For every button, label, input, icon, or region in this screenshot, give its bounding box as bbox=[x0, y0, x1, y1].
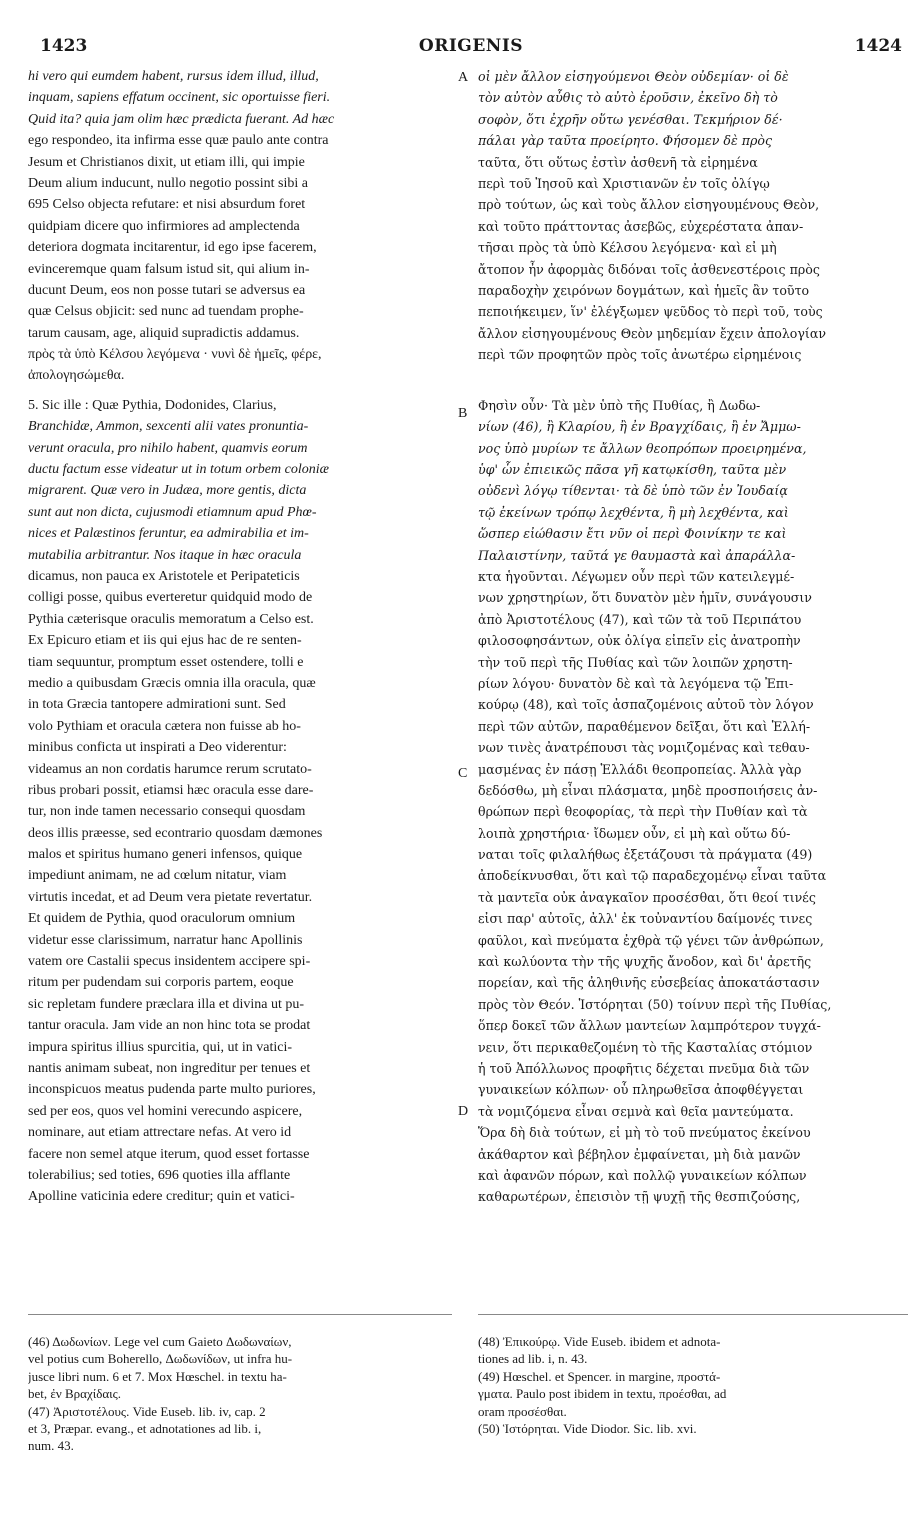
text-line: inquam, sapiens effatum occinent, sic oportuisse fieri. bbox=[28, 90, 331, 106]
text-line: tantur oracula. Jam vide an non hinc tota se prodat bbox=[28, 1018, 311, 1034]
text-line: ἀπολογησώμεθα. bbox=[28, 368, 125, 384]
text-line: ritum per pudendam sui corporis partem, eoque bbox=[28, 975, 294, 991]
text-line: Ὅρα δὴ διὰ τούτων, εἰ μὴ τὸ τοῦ πνεύματος ἐκείνου bbox=[478, 1125, 811, 1141]
text-line: virtutis incedat, et ad Deum vera pietate revertatur. bbox=[28, 889, 313, 905]
footnote-line: (50) Ἱστόρηται. Vide Diodor. Sic. lib. xvi. bbox=[478, 1420, 697, 1436]
running-header bbox=[40, 36, 902, 62]
text-line: 695 Celso objecta refutare: et nisi absurdum foret bbox=[28, 197, 306, 213]
margin-marker-b: B bbox=[458, 406, 468, 421]
text-line: deteriora dogmata incitarentur, id ego ipse facerem, bbox=[28, 240, 317, 256]
text-line: νίων (46), ἢ Κλαρίου, ἢ ἐν Βραγχίδαις, ἢ ἐν Ἄμμω- bbox=[478, 419, 801, 435]
text-line: dicamus, non pauca ex Aristotele et Peripateticis bbox=[28, 568, 300, 584]
text-line: πρὸ τούτων, ὡς καὶ τοὺς ἄλλον εἰσηγουμένους Θεὸν, bbox=[478, 197, 820, 213]
text-line: πάλαι γὰρ ταῦτα προείρητο. Φήσομεν δὲ πρὸς bbox=[478, 133, 773, 149]
text-line: mutabilia arbitrantur. Nos itaque in hæc oracula bbox=[28, 547, 302, 563]
text-line: καὶ ἀφανῶν πόρων, καὶ πολλῷ γυναικείων κόλπων bbox=[478, 1167, 807, 1183]
text-line: οἱ μὲν ἄλλον εἰσηγούμενοι Θεὸν οὐδεμίαν· οἱ δὲ bbox=[478, 69, 789, 84]
text-line: ἄλλον εἰσηγουμένους Θεὸν μηδεμίαν ἔχειν ἀπολογίαν bbox=[478, 325, 827, 341]
text-line: Παλαιστίνην, ταῦτά γε θαυμαστὰ καὶ ἀπαράλλα- bbox=[478, 547, 796, 563]
text-line: Jesum et Christianos dixit, ut etiam illi, qui impie bbox=[28, 154, 305, 170]
text-line: εἰσι παρ' αὐτοῖς, ἀλλ' ἐκ τοὐναντίου δαίμονές τινες bbox=[478, 911, 813, 927]
footnotes-left bbox=[28, 1333, 452, 1455]
text-line: νων τινὲς ἀνατρέπουσι τὰς νομιζομένας καὶ τεθαυ- bbox=[478, 740, 810, 756]
footnote-line: (47) Ἀριστοτέλους. Vide Euseb. lib. iv, cap. 2 bbox=[28, 1403, 266, 1419]
text-line: impediunt animam, ne ad cœlum nitatur, viam bbox=[28, 868, 287, 884]
text-line: malos et spiritus humano generi infensos, quique bbox=[28, 847, 303, 863]
text-line: γυναικείων κόλπων· οὗ πληρωθεῖσα ἀποφθέγγεται bbox=[478, 1082, 804, 1098]
text-line: Apolline vaticinia edere creditur; quin et vatici- bbox=[28, 1189, 295, 1205]
text-line: περὶ τοῦ Ἰησοῦ καὶ Χριστιανῶν ἐν τοῖς ὀλίγῳ bbox=[478, 175, 770, 191]
text-line: Ex Epicuro etiam et iis qui ejus hac de re senten- bbox=[28, 633, 302, 649]
text-line: ὥσπερ εἰώθασιν ἔτι νῦν οἱ περὶ Φοινίκην τε καὶ bbox=[478, 526, 787, 542]
text-line: παραδοχὴν χειρόνων δογμάτων, καὶ ἡμεῖς ἂν τοῦτο bbox=[478, 282, 810, 298]
footnote-line: oram προσέσθαι. bbox=[478, 1403, 567, 1419]
footnote-line: (48) Ἐπικούρῳ. Vide Euseb. ibidem et adnota- bbox=[478, 1334, 721, 1349]
text-line: ἀπὸ Ἀριστοτέλους (47), καὶ τῶν τὰ τοῦ Περιπάτου bbox=[478, 611, 802, 627]
left-page-number: 1423 bbox=[40, 36, 88, 56]
paragraph-gap bbox=[478, 387, 908, 395]
text-line: ὑφ' ὧν ἐπιεικῶς πᾶσα γῆ κατῳκίσθη, ταῦτα μὲν bbox=[478, 462, 787, 478]
text-line: impura spiritus illius spurcitia, qui, ut in vatici- bbox=[28, 1039, 293, 1055]
text-line: δεδόσθω, μὴ εἶναι πλάσματα, μηδὲ προσποιήσεις ἀν- bbox=[478, 782, 818, 798]
text-line: Deum alium inducunt, nullo negotio possint sibi a bbox=[28, 175, 308, 191]
text-line: κτα ἡγοῦνται. Λέγωμεν οὖν περὶ τῶν κατειλεγμέ- bbox=[478, 568, 795, 584]
text-line: ἡ τοῦ Ἀπόλλωνος προφῆτις δέχεται πνεῦμα διὰ τῶν bbox=[478, 1060, 810, 1076]
footnote-rule-right bbox=[478, 1314, 908, 1315]
footnote-line: (46) Δωδωνίων. Lege vel cum Gaieto Δωδωναίων, bbox=[28, 1334, 292, 1349]
text-line: vatem ore Castalii specus insidentem accipere spi- bbox=[28, 954, 311, 970]
text-line: τὰ νομιζόμενα εἶναι σεμνὰ καὶ θεῖα μαντεύματα. bbox=[478, 1103, 794, 1119]
text-line: ρίων λόγου· δυνατὸν δὲ καὶ τὰ λεγόμενα τῷ Ἐπι- bbox=[478, 675, 794, 691]
text-line: λοιπὰ χρηστήρια· ἴδωμεν οὖν, εἰ μὴ καὶ οὕτω δύ- bbox=[478, 825, 791, 841]
text-line: tur, non inde tamen necessario consequi quosdam bbox=[28, 804, 306, 820]
greek-column bbox=[478, 66, 908, 1208]
text-line: ego respondeo, ita infirma esse quæ paulo ante contra bbox=[28, 133, 329, 149]
text-line: minibus conficta ut inspirati a Deo viderentur: bbox=[28, 740, 287, 756]
text-line: οὐδενὶ λόγῳ τίθενται· τὰ δὲ ὑπὸ τῶν ἐν Ἰουδαίᾳ bbox=[478, 483, 788, 499]
text-line: καὶ κωλύοντα τὴν τῆς ψυχῆς ἄνοδον, καὶ δι' ἀρετῆς bbox=[478, 954, 812, 970]
footnote-line: (49) Hœschel. et Spencer. in margine, προστά- bbox=[478, 1368, 721, 1384]
text-line: ribus probari possit, etiamsi hæc oracula esse dare- bbox=[28, 782, 314, 798]
text-line: videamus an non cordatis harumce rerum scrutato- bbox=[28, 761, 312, 777]
text-line: ἄτοπον ἦν ἀφορμὰς διδόναι τοῖς ἀσθενεστέροις πρὸς bbox=[478, 261, 820, 277]
footnote-line: num. 43. bbox=[28, 1438, 74, 1454]
text-line: Quid ita? quia jam olim hæc prædicta fuerant. Ad hæc bbox=[28, 111, 335, 127]
text-line: migrarent. Quæ vero in Judæa, more gentis, dicta bbox=[28, 483, 307, 499]
text-line: καὶ τοῦτο πράττοντας ἀσεβῶς, εὐχερέστατα ἀπαν- bbox=[478, 218, 804, 234]
text-line: nominare, aut etiam attrectare nefas. At vero id bbox=[28, 1125, 292, 1141]
text-line: ducunt Deum, eos non posse tutari se adversus ea bbox=[28, 282, 306, 298]
text-line: 5. Sic ille : Quæ Pythia, Dodonides, Clarius, bbox=[28, 397, 277, 413]
text-line: nices et Palæstinos feruntur, ea admirabilia et im- bbox=[28, 526, 309, 542]
text-line: ναται τοῖς φιλαλήθως ἐξετάζουσι τὰ πράγματα (49) bbox=[478, 847, 813, 863]
text-line: ἀκάθαρτον καὶ βέβηλον ἐμφαίνεται, μὴ διὰ μανῶν bbox=[478, 1146, 801, 1162]
text-line: tarum causam, age, aliquid supradictis addamus. bbox=[28, 325, 300, 341]
text-line: Φησὶν οὖν· Τὰ μὲν ὑπὸ τῆς Πυθίας, ἢ Δωδω- bbox=[478, 397, 761, 413]
text-line: quidpiam dicere quo infirmiores ad amplectenda bbox=[28, 218, 300, 234]
footnote-line: tiones ad lib. i, n. 43. bbox=[478, 1351, 588, 1367]
margin-marker-a: A bbox=[458, 70, 469, 85]
footnote-line: γματα. Paulo post ibidem in textu, προέσθαι, ad bbox=[478, 1386, 727, 1402]
text-line: verunt oracula, pro nihilo habent, quamvis eorum bbox=[28, 440, 308, 456]
footnote-line: jusce libri num. 6 et 7. Mox Hœschel. in textu ha- bbox=[28, 1368, 287, 1384]
text-line: ductu factum esse videatur ut in totum orbem coloniæ bbox=[28, 462, 329, 478]
text-line: inconspicuos meatus pudenda parte multo puriores, bbox=[28, 1082, 316, 1098]
text-line: nantis animam subeat, non ingreditur per tenues et bbox=[28, 1060, 311, 1076]
text-line: sunt aut non dicta, cujusmodi etiamnum apud Phœ- bbox=[28, 504, 317, 520]
text-line: νειν, ὅτι περικαθεζομένη τὸ τῆς Κασταλίας στόμιον bbox=[478, 1039, 813, 1055]
text-line: πρὸς τὰ ὑπὸ Κέλσου λεγόμενα · νυνὶ δὲ ἡμεῖς, φέρε, bbox=[28, 347, 322, 363]
text-line: medio a quibusdam Græcis omnia illa oracula, quæ bbox=[28, 675, 316, 691]
text-line: tolerabilius; sed toties, 696 quoties illa afflante bbox=[28, 1167, 291, 1183]
text-line: tiam sequuntur, promptum esset ostendere, tolli e bbox=[28, 654, 304, 670]
text-line: πορείαν, καὶ τῆς ἀληθινῆς εὐσεβείας ἀποκατάστασιν bbox=[478, 975, 820, 991]
text-line: evinceremque quam falsum istud sit, qui alium in- bbox=[28, 261, 310, 277]
text-line: τῷ ἐκείνων τρόπῳ λεχθέντα, ἢ μὴ λεχθέντα, καὶ bbox=[478, 504, 789, 520]
footnote-line: bet, ἐν Βραχίδαις. bbox=[28, 1386, 122, 1402]
margin-marker-d: D bbox=[458, 1104, 469, 1119]
text-line: φιλοσοφησάντων, οὐκ ὀλίγα εἰπεῖν εἰς ἀνατροπὴν bbox=[478, 633, 801, 649]
paragraph-gap bbox=[28, 387, 452, 395]
text-line: hi vero qui eumdem habent, rursus idem illud, illud, bbox=[28, 69, 319, 84]
text-line: quæ Celsus objicit: sed nunc ad tuendam prophe- bbox=[28, 304, 304, 320]
text-line: in tota Græcia tantopere admirationi sunt. Sed bbox=[28, 697, 286, 713]
text-line: νων χρηστηρίων, ὅτι δυνατὸν μὲν ἡμῖν, συνάγουσιν bbox=[478, 590, 812, 606]
footnote-line: vel potius cum Boherello, Δωδωνίδων, ut infra hu- bbox=[28, 1351, 293, 1367]
text-line: καθαρωτέρων, ἐπεισιὸν τῇ ψυχῇ τῆς θεσπιζούσης, bbox=[478, 1189, 801, 1205]
text-line: ταῦτα, ὅτι οὕτως ἐστὶν ἀσθενῆ τὰ εἰρημένα bbox=[478, 154, 758, 170]
footnote-rule-left bbox=[28, 1314, 452, 1315]
text-line: τῆσαι πρὸς τὰ ὑπὸ Κέλσου λεγόμενα· καὶ εἰ μὴ bbox=[478, 240, 777, 256]
text-line: Branchidæ, Ammon, sexcenti alii vates pronuntia- bbox=[28, 419, 309, 435]
text-line: facere non semel atque iterum, quod esset fortasse bbox=[28, 1146, 310, 1162]
footnote-line: et 3, Præpar. evang., et adnotationes ad lib. i, bbox=[28, 1420, 262, 1436]
text-line: μασμένας ἐν πάσῃ Ἑλλάδι θεοπροπείας. Ἀλλὰ γὰρ bbox=[478, 761, 802, 777]
text-line bbox=[478, 365, 908, 386]
text-line: deos illis præesse, sed econtrario quosdam dæmones bbox=[28, 825, 323, 841]
text-line: videtur esse clarissimum, narratur hanc Apollinis bbox=[28, 932, 303, 948]
text-line: ἀποδείκνυσθαι, ὅτι καὶ τῷ παραδεχομένῳ εἶναι ταῦτα bbox=[478, 868, 827, 884]
footnotes-right bbox=[478, 1333, 908, 1437]
text-line: τὸν αὐτὸν αὖθις τὸ αὐτὸ ἐροῦσιν, ἐκεῖνο δὴ τὸ bbox=[478, 90, 778, 106]
text-line: πεποιήκειμεν, ἵν' ἐλέγξωμεν ψεῦδος τὸ περὶ τοῦ, τοὺς bbox=[478, 304, 823, 320]
text-line: περὶ τῶν αὐτῶν, παραθέμενον δεῖξαι, ὅτι καὶ Ἑλλή- bbox=[478, 718, 811, 734]
text-line: τὰ μαντεῖα οὐκ ἀναγκαῖον προσέσθαι, ὅτι θεοί τινές bbox=[478, 889, 816, 905]
text-line: ὅπερ δοκεῖ τῶν ἄλλων μαντείων λαμπρότερον τυγχά- bbox=[478, 1018, 821, 1034]
text-line: σοφὸν, ὅτι ἐχρῆν οὕτω γενέσθαι. Τεκμήριον δέ· bbox=[478, 111, 783, 127]
text-line: Et quidem de Pythia, quod oraculorum omnium bbox=[28, 911, 296, 927]
latin-column bbox=[28, 66, 452, 1208]
text-line: κούρῳ (48), καὶ τοῖς ἀσπαζομένοις αὐτοῦ τὸν λόγον bbox=[478, 697, 814, 713]
running-title: ORIGENIS bbox=[418, 36, 524, 56]
right-page-number: 1424 bbox=[854, 36, 902, 56]
text-line: sic repletam fundere præclara illa et divina ut pu- bbox=[28, 996, 305, 1012]
text-line: θρώπων περὶ θεοφορίας, τὰ περὶ τὴν Πυθίαν καὶ τὰ bbox=[478, 804, 808, 820]
text-line: περὶ τῶν προφητῶν πρὸς τοῖς ἀνωτέρω εἰρημένοις bbox=[478, 347, 802, 363]
text-line: volo Pythiam et oracula cætera non fuisse ab ho- bbox=[28, 718, 301, 734]
text-line: Pythia cæterisque oraculis memoratum a Celso est. bbox=[28, 611, 314, 627]
text-line: φαῦλοι, καὶ πνεύματα ἐχθρὰ τῷ γένει τῶν ἀνθρώπων, bbox=[478, 932, 824, 948]
text-line: sed per eos, quos vel homini verecundo aspicere, bbox=[28, 1103, 303, 1119]
text-line: νος ὑπὸ μυρίων τε ἄλλων θεοπρόπων προειρημένα, bbox=[478, 440, 807, 456]
text-line: τὴν τοῦ περὶ τῆς Πυθίας καὶ τῶν λοιπῶν χρηστη- bbox=[478, 654, 793, 670]
text-line: πρὸς τὸν Θεόν. Ἱστόρηται (50) τοίνυν περὶ τῆς Πυθίας, bbox=[478, 996, 832, 1012]
margin-marker-c: C bbox=[458, 766, 468, 781]
text-line: colligi posse, quibus everteretur quidquid modo de bbox=[28, 590, 313, 606]
